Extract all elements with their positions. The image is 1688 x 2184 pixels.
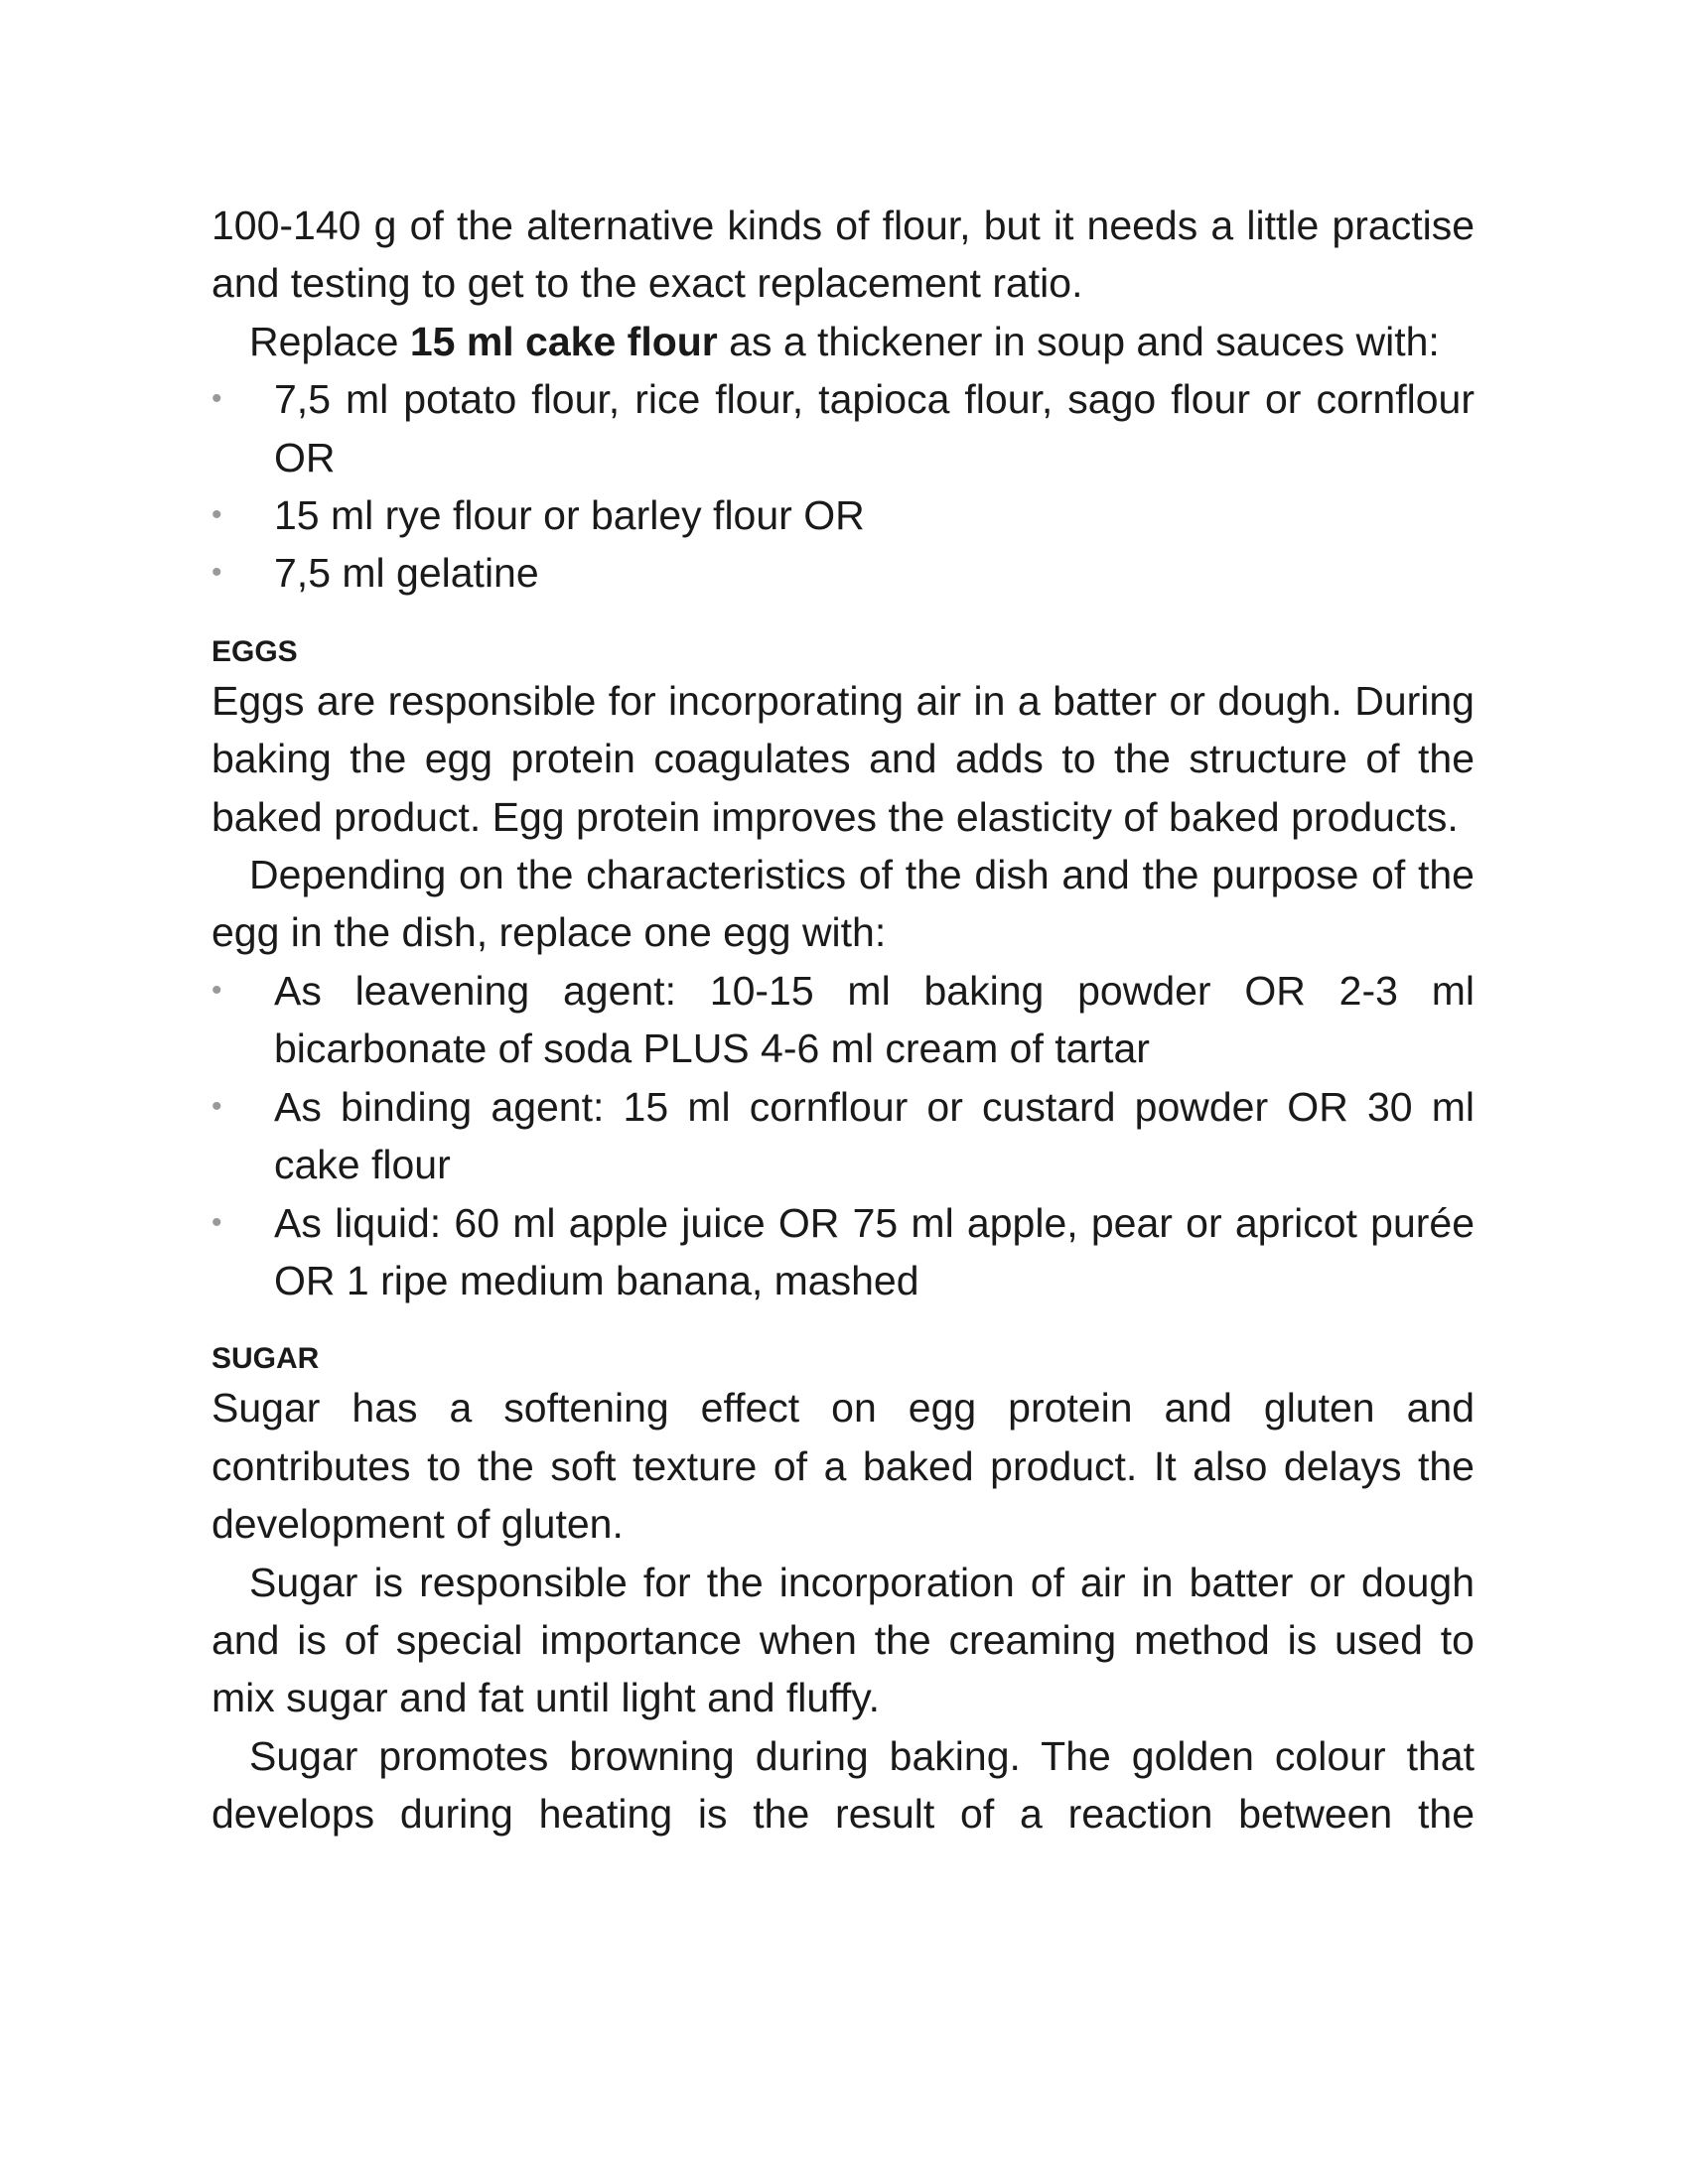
list-item-text: 15 ml rye flour or barley flour OR <box>274 492 865 539</box>
bullet-icon: • <box>211 973 222 1007</box>
list-item-text: 7,5 ml potato flour, rice flour, tapioca flour, sago flour or cornflour OR <box>274 376 1475 480</box>
thickener-intro <box>211 313 1475 370</box>
sugar-heading: SUGAR <box>211 1342 320 1376</box>
bullet-icon: • <box>211 1089 222 1123</box>
list-item-text: As liquid: 60 ml apple juice OR 75 ml apple, pear or apricot purée OR 1 ripe medium banana, mashed <box>274 1199 1475 1303</box>
eggs-paragraph-1: Eggs are responsible for incorporating air in a batter or dough. During baking the egg protein coagulates and adds to the structure of the baked product. Egg protein improves the elasticity of baked products. <box>211 677 1475 840</box>
thickener-pre: Replace <box>249 318 410 364</box>
list-item-text: As leavening agent: 10-15 ml baking powder OR 2-3 ml bicarbonate of soda PLUS 4-6 ml cream of tartar <box>274 967 1475 1072</box>
eggs-heading: EGGS <box>211 634 298 668</box>
document-page <box>211 197 1475 1843</box>
eggs-paragraph-2: Depending on the characteristics of the dish and the purpose of the egg in the dish, replace one egg with: <box>211 852 1475 956</box>
bullet-icon: • <box>211 382 222 416</box>
sugar-paragraph-3: Sugar promotes browning during baking. The golden colour that develops during heating is the result of a reaction between the <box>211 1732 1475 1838</box>
list-item <box>211 1078 1475 1194</box>
spacer <box>211 1309 1475 1339</box>
spacer <box>211 603 1475 632</box>
list-item <box>211 962 1475 1078</box>
thickener-post: as a thickener in soup and sauces with: <box>717 318 1440 364</box>
list-item <box>211 486 1475 544</box>
eggs-list <box>211 962 1475 1309</box>
list-item-text: 7,5 ml gelatine <box>274 550 539 597</box>
sugar-paragraph-2: Sugar is responsible for the incorporation of air in batter or dough and is of special importance when the creaming method is used to mix sugar and fat until light and fluffy. <box>211 1559 1475 1721</box>
list-item <box>211 370 1475 486</box>
bullet-icon: • <box>211 556 222 590</box>
bullet-icon: • <box>211 1205 222 1239</box>
sugar-paragraph-1: Sugar has a softening effect on egg protein and gluten and contributes to the soft texture of a baked product. It also delays the development of gluten. <box>211 1385 1475 1548</box>
intro-continuation: 100-140 g of the alternative kinds of flour, but it needs a little practise and testing to get to the exact replacement ratio. <box>211 203 1475 307</box>
list-item-text: As binding agent: 15 ml cornflour or custard powder OR 30 ml cake flour <box>274 1083 1475 1188</box>
thickener-list <box>211 370 1475 603</box>
thickener-bold: 15 ml cake flour <box>409 318 718 364</box>
list-item <box>211 1194 1475 1310</box>
list-item <box>211 544 1475 602</box>
bullet-icon: • <box>211 498 222 532</box>
